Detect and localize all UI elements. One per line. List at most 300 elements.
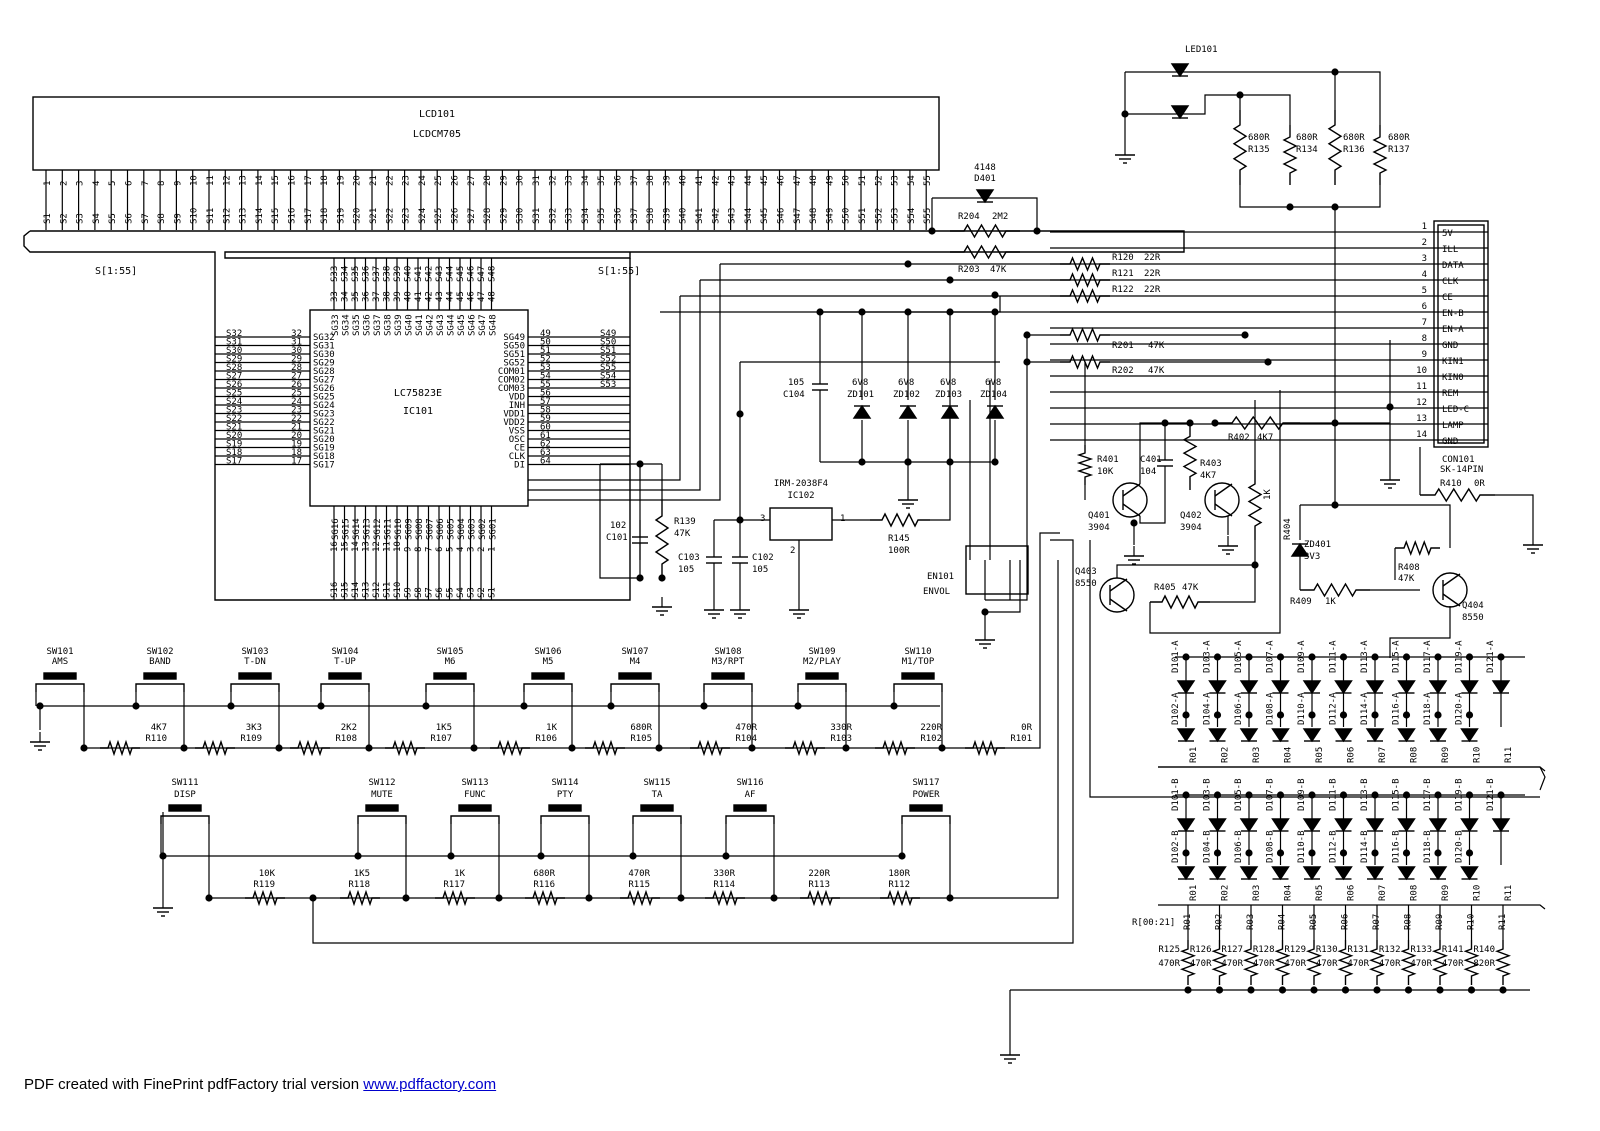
bottom-resistor-ref: R140	[1473, 945, 1495, 955]
led-D121-A	[1493, 681, 1509, 693]
ic-top-pin-name: SG45	[457, 314, 467, 336]
junction-dot	[80, 744, 87, 751]
ic-bottom-pin-number: 14	[351, 541, 361, 552]
lcd-pin-number: 48	[809, 175, 820, 186]
ic-left-pin-name: SG22	[313, 418, 335, 428]
resistor-ref: R118	[348, 880, 370, 890]
ic-left-pin-number: 32	[291, 329, 302, 339]
bottom-resistor-value: 470R	[1221, 959, 1243, 969]
vcc-rail	[1125, 72, 1380, 125]
switch-SW117	[910, 805, 942, 811]
lcd-pin-number: 42	[711, 175, 722, 186]
ic-bottom-pin-name: SG03	[467, 518, 478, 540]
resistor-R140	[1497, 940, 1509, 985]
switch-label: M3/RPT	[711, 657, 745, 667]
junction-dot	[1182, 711, 1189, 718]
switch-SW108	[712, 673, 744, 679]
led-net-label: R10	[1472, 746, 1483, 763]
switch-SW112	[358, 816, 406, 824]
junction-dot	[700, 702, 707, 709]
junction-dot	[1161, 419, 1168, 426]
ic-left-pin-number: 20	[291, 431, 302, 441]
junction-dot	[770, 894, 777, 901]
ic-left-pin-name: SG31	[313, 341, 335, 352]
r137-ref: R137	[1388, 145, 1410, 155]
lcd-pin-number: 37	[629, 175, 640, 186]
ic-left-net: S28	[226, 363, 243, 373]
switch-SW112	[366, 805, 398, 811]
switch-SW110	[894, 684, 942, 692]
junction-dot	[36, 702, 43, 709]
led-ref: D113-B	[1360, 778, 1370, 811]
ic-left-pin-number: 25	[291, 388, 302, 399]
q401-symbol	[1113, 483, 1147, 517]
junction-dot	[1405, 986, 1412, 993]
lcd-pin-net: S27	[466, 207, 477, 224]
ic-left-pin-number: 31	[291, 337, 302, 348]
led-ref: D101-A	[1171, 640, 1181, 673]
led-ref: D104-B	[1202, 830, 1213, 863]
junction-dot	[1214, 791, 1221, 798]
zener-ref: ZD104	[980, 390, 1008, 400]
ic-top-pin-name: SG34	[341, 314, 352, 336]
r134	[1284, 125, 1296, 185]
ic-left-pin-name: SG17	[313, 460, 335, 471]
ic-left-net: S19	[226, 439, 243, 450]
resistor-R117	[435, 892, 475, 904]
ic-top-net: S44	[445, 265, 456, 282]
resistor-ref: R113	[808, 880, 830, 890]
led-ref: D102-A	[1171, 692, 1181, 725]
lcd-pin-net: S29	[499, 207, 510, 224]
junction-dot	[1403, 791, 1410, 798]
ic-top-net: S35	[351, 265, 361, 282]
bottom-resistor-ref: R130	[1315, 945, 1338, 955]
r402	[1215, 417, 1300, 429]
r120	[1060, 258, 1110, 270]
r122-ref: R122	[1112, 285, 1134, 295]
lcd-pin-net: S37	[629, 207, 640, 224]
ic-right-pin-name: CE	[514, 443, 525, 454]
junction-dot	[736, 516, 743, 523]
junction-dot	[1499, 986, 1506, 993]
led-D101-B	[1178, 819, 1194, 831]
led-D108-B	[1273, 867, 1289, 879]
resistor-value: 330R	[713, 869, 735, 879]
led-ref: D106-A	[1234, 692, 1244, 725]
c103-value: 105	[678, 565, 695, 575]
ic-left-pin-name: SG20	[313, 435, 335, 445]
junction-dot	[1434, 791, 1441, 798]
junction-dot	[1371, 791, 1378, 798]
led-D117-B	[1430, 819, 1446, 831]
ic-right-net: S51	[600, 346, 617, 356]
led-net-label: R06	[1346, 746, 1357, 763]
c401-value: 104	[1140, 467, 1157, 477]
c101-ref: C101	[606, 533, 628, 543]
ic-bottom-net: S10	[393, 581, 403, 598]
r405	[1150, 596, 1210, 608]
ic-top-pin-number: 35	[351, 291, 361, 302]
ic-left-pin-number: 28	[291, 363, 302, 373]
resistor-value: 1K5	[435, 723, 452, 733]
junction-dot	[991, 291, 998, 298]
ic-bottom-net: S7	[424, 587, 435, 598]
junction-dot	[722, 852, 729, 859]
junction-dot	[422, 702, 429, 709]
junction-dot	[736, 410, 743, 417]
junction-dot	[858, 458, 865, 465]
ic-top-pin-number: 37	[372, 291, 382, 302]
ic-top-net: S39	[393, 265, 403, 282]
ic-top-net: S40	[403, 265, 414, 282]
resistor-ref: R103	[830, 734, 852, 744]
connector-pin-number: 10	[1416, 366, 1427, 376]
led-D102-A	[1178, 729, 1194, 741]
lcd-pin-net: S10	[189, 207, 200, 224]
switch-SW106	[532, 673, 564, 679]
lcd-pin-number: 50	[841, 175, 852, 186]
bottom-resistor-value: 470R	[1378, 959, 1401, 969]
led-ref: D116-A	[1391, 692, 1402, 725]
junction-dot	[365, 744, 372, 751]
r139	[656, 500, 668, 580]
led-D111-B	[1336, 819, 1352, 831]
ic-left-pin-name: SG30	[313, 350, 335, 360]
lcd-pin-net: S22	[385, 207, 396, 224]
r121-ref: R121	[1112, 269, 1134, 279]
led-D106-B	[1241, 867, 1257, 879]
junction-dot	[904, 308, 911, 315]
junction-dot	[1130, 519, 1137, 526]
junction-dot	[1331, 419, 1338, 426]
led101-symbol	[1172, 106, 1188, 118]
bottom-resistor-ref: R133	[1410, 945, 1432, 955]
led-D113-B	[1367, 819, 1383, 831]
led-ref: D103-A	[1202, 640, 1213, 673]
switch-SW115	[633, 816, 681, 824]
junction-dot	[1277, 849, 1284, 856]
bottom-net-label: R01	[1183, 913, 1193, 930]
ic-bottom-net: S14	[351, 581, 361, 598]
r204	[950, 225, 1020, 237]
ic-right-pin-name: SG50	[503, 341, 525, 352]
ic-bottom-pin-name: SG06	[436, 518, 446, 540]
junction-dot	[537, 852, 544, 859]
lcd-pin-number: 12	[222, 175, 233, 186]
r139-value: 47K	[674, 529, 691, 539]
led-ref: D105-A	[1234, 640, 1244, 673]
ic-bottom-pin-name: SG10	[394, 518, 404, 540]
connector-pin-number: 11	[1416, 382, 1427, 392]
ic-top-pin-name: SG47	[478, 314, 488, 336]
ic-top-pin-number: 41	[414, 291, 424, 302]
ic-right-pin-name: INH	[508, 401, 525, 411]
led-net-label: R11	[1504, 746, 1514, 763]
ic-left-net: S18	[226, 448, 243, 458]
ic102-pin1: 1	[840, 514, 846, 524]
r-bus-label: R[00:21]	[1132, 918, 1176, 928]
lcd-pin-net: S17	[303, 207, 314, 224]
d401-symbol	[977, 190, 993, 202]
ic-bottom-pin-name: SG14	[352, 518, 362, 540]
resistor-R119	[245, 892, 285, 904]
ic-left-pin-number: 21	[291, 422, 302, 433]
r203-ref: R203	[958, 265, 980, 275]
switch-label: POWER	[912, 790, 940, 800]
ic-left-pin-number: 22	[291, 414, 302, 424]
lcd-pin-number: 4	[91, 180, 102, 186]
ic-bottom-pin-name: SG04	[457, 518, 467, 540]
junction-dot	[748, 744, 755, 751]
lcd-pin-number: 27	[466, 175, 477, 186]
ic-bottom-pin-name: SG07	[425, 518, 436, 540]
led-D103-A	[1210, 681, 1226, 693]
r405-value: 47K	[1182, 583, 1199, 593]
resistor-value: 0R	[1021, 723, 1032, 733]
bottom-net-label: R02	[1214, 913, 1225, 930]
ic-right-pin-number: 50	[540, 337, 551, 348]
junction-dot	[402, 894, 409, 901]
led-ref: D107-B	[1265, 778, 1276, 811]
ic-bottom-pin-number: 5	[445, 546, 456, 552]
connector-pin-name: EN-A	[1442, 325, 1464, 335]
led-ref: D119-B	[1454, 778, 1465, 811]
lcd-pin-net: S31	[532, 207, 542, 224]
bottom-net-label: R08	[1403, 913, 1414, 930]
junction-dot	[1241, 331, 1248, 338]
footer-link[interactable]: www.pdffactory.com	[363, 1076, 497, 1093]
lcd-pin-number: 7	[140, 180, 151, 186]
connector-pin-number: 1	[1421, 222, 1427, 232]
ic-right-pin-number: 62	[540, 439, 551, 450]
lcd-ref: LCD101	[418, 109, 456, 120]
led-D114-B	[1367, 867, 1383, 879]
resistor-ref: R116	[533, 880, 555, 890]
ic-right-pin-name: VDD	[508, 392, 525, 403]
lcd-pin-net: S26	[450, 207, 461, 224]
ic-bottom-net: S1	[487, 587, 498, 598]
ic-bottom-net: S12	[372, 581, 382, 598]
c104-ref: C104	[783, 390, 805, 400]
junction-dot	[1214, 653, 1221, 660]
led-ref: D114-B	[1360, 830, 1370, 863]
junction-dot	[1245, 653, 1252, 660]
lcd-pin-number: 32	[548, 175, 559, 186]
junction-dot	[447, 852, 454, 859]
lcd-pin-net: S9	[173, 213, 184, 224]
led-net-label: R05	[1315, 746, 1325, 763]
junction-dot	[991, 458, 998, 465]
bottom-resistor-ref: R129	[1284, 945, 1306, 955]
led-D105-A	[1241, 681, 1257, 693]
junction-dot	[816, 308, 823, 315]
r201	[1060, 329, 1110, 341]
switch-label: M6	[444, 657, 456, 667]
ic-bottom-net: S13	[361, 581, 372, 598]
r135-ref: R135	[1248, 145, 1270, 155]
junction-dot	[898, 852, 905, 859]
ic101-ref: IC101	[402, 406, 434, 417]
led-ref: D104-A	[1202, 692, 1213, 725]
lcd-pin-net: S1	[43, 213, 53, 224]
junction-dot	[1279, 986, 1286, 993]
ic-right-pin-name: CLK	[508, 452, 525, 462]
junction-dot	[568, 744, 575, 751]
led-ref: D107-A	[1265, 640, 1276, 673]
zener-ZD101	[854, 406, 870, 418]
led-D103-B	[1210, 819, 1226, 831]
ic-right-pin-number: 55	[540, 380, 551, 390]
switch-label: M5	[542, 657, 554, 667]
lcd-pin-net: S52	[874, 207, 885, 224]
lcd-pin-number: 13	[238, 175, 249, 186]
ic-right-pin-number: 56	[540, 388, 551, 399]
ic-left-pin-name: SG18	[313, 452, 335, 462]
zd401-ref: ZD401	[1304, 540, 1332, 550]
junction-dot	[1308, 653, 1315, 660]
footer-text: PDF created with FinePrint pdfFactory trial version	[24, 1076, 364, 1093]
resistor-ref: R115	[628, 880, 650, 890]
lcd-module-outline	[33, 97, 939, 170]
ic-left-net: S24	[226, 397, 243, 407]
led-net-label: R08	[1409, 884, 1420, 901]
ic-left-pin-name: SG24	[313, 401, 335, 411]
lcd-pin-net: S7	[140, 213, 151, 224]
lcd-pin-number: 45	[760, 175, 771, 186]
switch-ref: SW104	[331, 647, 359, 657]
ic-top-net: S34	[340, 265, 351, 282]
ic-bottom-pin-name: SG12	[373, 518, 383, 540]
connector-pin-number: 13	[1416, 414, 1427, 424]
lcd-pin-number: 43	[727, 175, 738, 186]
junction-dot	[1340, 653, 1347, 660]
ic-top-pin-number: 40	[403, 291, 414, 302]
junction-dot	[677, 894, 684, 901]
connector-pin-name: ILL	[1442, 245, 1459, 255]
r408-ref: R408	[1398, 563, 1420, 573]
bottom-net-label: R06	[1340, 913, 1351, 930]
resistor-ref: R106	[535, 734, 557, 744]
q404-symbol	[1443, 594, 1460, 606]
lcd-pin-number: 16	[287, 175, 298, 186]
connector-pin-number: 4	[1421, 270, 1427, 280]
connector-pin-name: 5V	[1442, 229, 1453, 239]
junction-dot	[1371, 711, 1378, 718]
led-D115-B	[1399, 819, 1415, 831]
ic-top-pin-number: 46	[466, 291, 477, 302]
switch-ref: SW108	[714, 647, 742, 657]
junction-dot	[1466, 791, 1473, 798]
bottom-resistor-value: 470R	[1158, 959, 1180, 969]
ic-left-pin-name: SG26	[313, 384, 335, 394]
led-D110-B	[1304, 867, 1320, 879]
switch-SW111	[161, 816, 209, 824]
lcd-pin-number: 1	[43, 180, 53, 186]
lcd-pin-number: 33	[564, 175, 575, 186]
r137-value: 680R	[1388, 133, 1410, 143]
led-ref: D102-B	[1171, 830, 1181, 863]
junction-dot	[1245, 711, 1252, 718]
r203-value: 47K	[990, 265, 1007, 275]
connector-pin-name: KIN0	[1442, 373, 1464, 383]
resistor-R107	[385, 742, 425, 754]
led-D112-A	[1336, 729, 1352, 741]
lcd-pin-net: S14	[254, 207, 265, 224]
connector-pin-number: 2	[1421, 238, 1427, 248]
lcd-pin-number: 29	[499, 175, 510, 186]
switch-label: BAND	[149, 657, 171, 667]
ic-left-net: S26	[226, 380, 243, 390]
ic-left-pin-number: 23	[291, 405, 302, 416]
junction-dot	[275, 744, 282, 751]
junction-dot	[1497, 653, 1504, 660]
switch-ref: SW113	[461, 778, 489, 788]
junction-dot	[1331, 68, 1338, 75]
junction-dot	[1023, 331, 1030, 338]
junction-dot	[1286, 203, 1293, 210]
r401-ref: R401	[1097, 455, 1119, 465]
ic-right-pin-number: 60	[540, 422, 551, 433]
en-wire	[985, 335, 1027, 600]
led-net-label: R01	[1189, 746, 1199, 763]
resistor-R108	[290, 742, 330, 754]
ic-top-pin-number: 43	[435, 291, 445, 302]
bottom-resistor-ref: R126	[1189, 945, 1212, 955]
led-D104-A	[1210, 729, 1226, 741]
led-D121-B	[1493, 819, 1509, 831]
led-ref: D120-B	[1454, 830, 1465, 863]
ic-bottom-pin-name: SG08	[415, 518, 425, 540]
led-ref: D105-B	[1234, 778, 1244, 811]
ic-right-net: S53	[600, 380, 617, 390]
ic-top-net: S46	[466, 265, 477, 282]
led-ref: D108-A	[1265, 692, 1276, 725]
r410-ref: R410	[1440, 479, 1462, 489]
ic-top-pin-number: 45	[456, 291, 466, 302]
junction-dot	[946, 894, 953, 901]
led-D109-B	[1304, 819, 1320, 831]
led-ref: D118-B	[1423, 830, 1433, 863]
ic-right-pin-number: 58	[540, 405, 551, 416]
lcd-pin-net: S32	[548, 207, 559, 224]
switch-SW110	[902, 673, 934, 679]
zener-ref: ZD103	[935, 390, 963, 400]
pdf-footer	[24, 1076, 496, 1093]
q403-part: 8550	[1075, 579, 1097, 589]
junction-dot	[1331, 501, 1338, 508]
r404	[1249, 470, 1261, 540]
led-net-label: R02	[1220, 884, 1231, 901]
ic-right-pin-name: COM02	[497, 375, 525, 386]
junction-dot	[1251, 561, 1258, 568]
ic-right-pin-name: VDD2	[503, 418, 525, 428]
ic-bottom-pin-number: 7	[424, 546, 435, 552]
switch-SW107	[611, 684, 659, 692]
q402-ref: Q402	[1180, 511, 1202, 521]
ic-bottom-pin-name: SG02	[478, 518, 488, 540]
ic-top-net: S45	[456, 265, 466, 282]
ic-bottom-net: S11	[382, 581, 393, 598]
ic-left-net: S27	[226, 371, 243, 382]
r405-ref: R405	[1154, 583, 1176, 593]
ic-bottom-pin-number: 6	[435, 546, 445, 552]
ic102-outline	[770, 508, 832, 540]
c102-value: 105	[752, 565, 769, 575]
junction-dot	[205, 894, 212, 901]
switch-SW115	[641, 805, 673, 811]
ic-left-pin-number: 17	[291, 456, 302, 467]
